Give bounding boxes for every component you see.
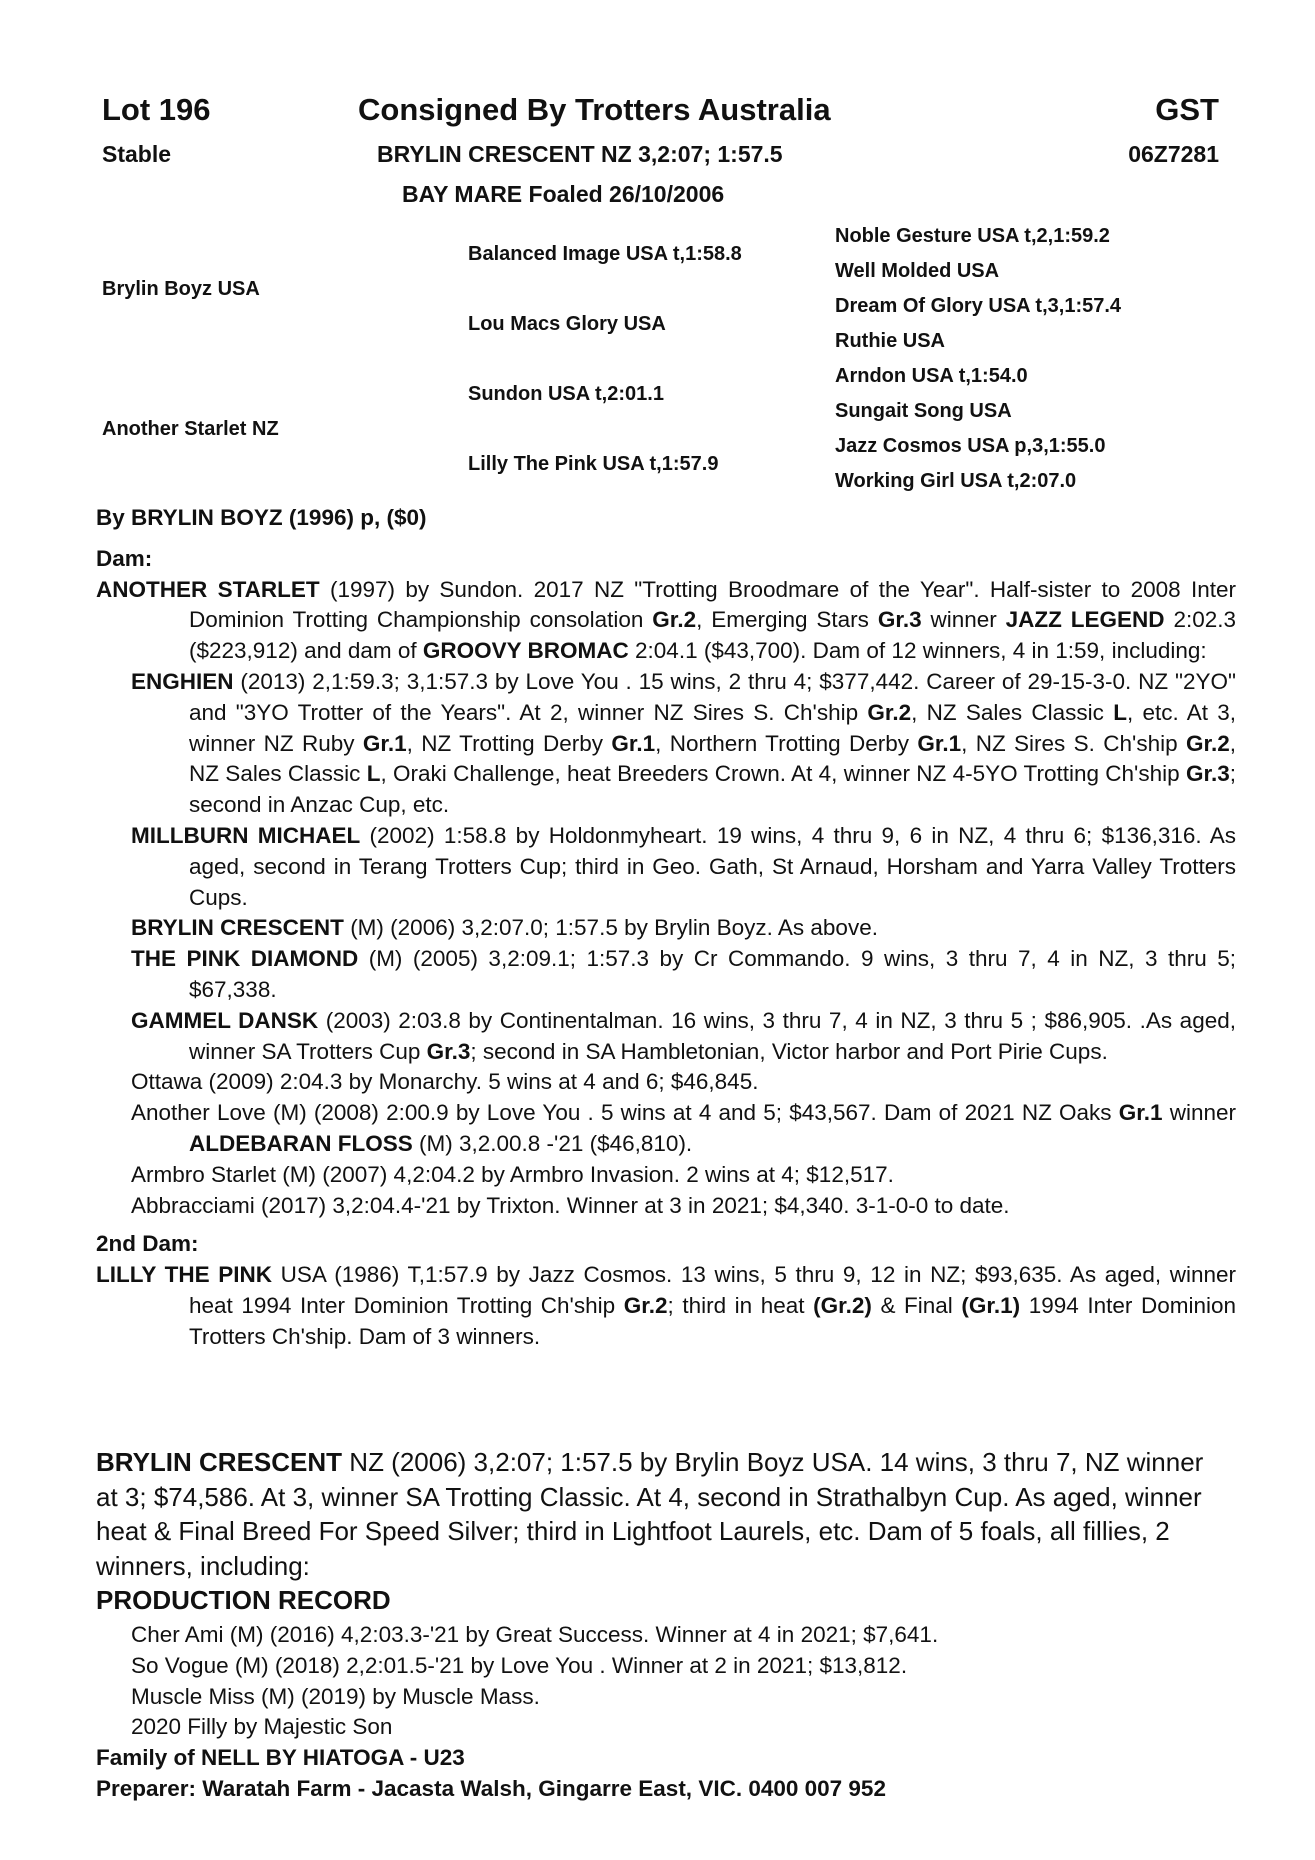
pedigree-gen3: Dream Of Glory USA t,3,1:57.4 [835, 295, 1122, 317]
foaled-line: BAY MARE Foaled 26/10/2006 [402, 181, 725, 207]
pedigree-gen3: Ruthie USA [835, 330, 945, 352]
pedigree-gen3: Noble Gesture USA t,2,1:59.2 [835, 225, 1110, 247]
sire-line: By BRYLIN BOYZ (1996) p, ($0) [96, 505, 427, 530]
pedigree-gen2: Sundon USA t,2:01.1 [468, 383, 664, 405]
progeny-enghien: ENGHIEN (2013) 2,1:59.3; 3,1:57.3 by Love You . 15 wins, 2 thru 4; $377,442. Career of 29-15-3-0. NZ "2YO" and "3YO Trotter of the Years". At 2, winner NZ Sires S. Ch'ship Gr.2, NZ Sales Classic L, etc. At 3, winner NZ Ruby Gr.1, NZ Trotting Derby Gr.1, Northern Trotting Derby Gr.1, NZ Sires S. Ch'ship Gr.2, NZ Sales Classic L, Oraki Challenge, heat Breeders Crown. At 4, winner NZ 4-5YO Trotting Ch'ship Gr.3; second in Anzac Cup, etc. [131, 668, 1237, 818]
preparer-line: Preparer: Waratah Farm - Jacasta Walsh, Gingarre East, VIC. 0400 007 952 [96, 1775, 886, 1801]
progeny-another-love: Another Love (M) (2008) 2:00.9 by Love You . 5 wins at 4 and 5; $43,567. Dam of 2021 NZ Oaks Gr.1 winner ALDEBARAN FLOSS (M) 3,2.00.8 -'21 ($46,810). [131, 1100, 1236, 1156]
progeny-abbracciami: Abbracciami (2017) 3,2:04.4-'21 by Trixton. Winner at 3 in 2021; $4,340. 3-1-0-0 to date. [131, 1192, 1010, 1218]
pedigree-gen3: Working Girl USA t,2:07.0 [835, 470, 1077, 492]
second-dam-heading: 2nd Dam: [96, 1231, 199, 1257]
dam-record [96, 503, 1236, 1353]
progeny-millburn-michael: MILLBURN MICHAEL (2002) 1:58.8 by Holdonmyheart. 19 wins, 4 thru 9, 6 in NZ, 4 thru 6; $136,316. As aged, second in Terang Trotters Cup; third in Geo. Gath, St Arnaud, Horsham and Yarra Valley Trotters Cups. [131, 822, 1236, 910]
pedigree-dam: Another Starlet NZ [102, 418, 279, 440]
summary-paragraph: BRYLIN CRESCENT NZ (2006) 3,2:07; 1:57.5 by Brylin Boyz USA. 14 wins, 3 thru 7, NZ winner at 3; $74,586. At 3, winner SA Trotting Classic. At 4, second in Strathalbyn Cup. As aged, winner heat & Final Breed For Speed Silver; third in Lightfoot Laurels, etc. Dam of 5 foals, all fillies, 2 winners, including: [96, 1447, 1204, 1581]
production-item: Muscle Miss (M) (2019) by Muscle Mass. [131, 1683, 540, 1709]
pedigree-gen3: Well Molded USA [835, 260, 1000, 282]
gst-label: GST [1155, 92, 1219, 127]
pedigree-gen3: Sungait Song USA [835, 400, 1012, 422]
progeny-brylin-crescent: BRYLIN CRESCENT (M) (2006) 3,2:07.0; 1:57.5 by Brylin Boyz. As above. [131, 915, 878, 941]
dam-heading: Dam: [96, 545, 153, 571]
progeny-armbro-starlet: Armbro Starlet (M) (2007) 4,2:04.2 by Armbro Invasion. 2 wins at 4; $12,517. [131, 1161, 894, 1187]
summary-section [96, 1445, 1211, 1618]
pedigree-gen2: Lou Macs Glory USA [468, 313, 666, 335]
pedigree-gen2: Balanced Image USA t,1:58.8 [468, 243, 742, 265]
production-record [96, 1620, 1236, 1805]
progeny-ottawa: Ottawa (2009) 2:04.3 by Monarchy. 5 wins at 4 and 6; $46,845. [131, 1069, 759, 1095]
lot-number: Lot 196 [102, 92, 211, 127]
production-item: 2020 Filly by Majestic Son [131, 1714, 393, 1740]
horse-title: BRYLIN CRESCENT NZ 3,2:07; 1:57.5 [377, 141, 783, 167]
second-dam-paragraph: LILLY THE PINK USA (1986) T,1:57.9 by Jazz Cosmos. 13 wins, 5 thru 9, 12 in NZ; $93,635. As aged, winner heat 1994 Inter Dominion Trotting Ch'ship Gr.2; third in heat (Gr.2) & Final (Gr.1) 1994 Inter Dominion Trotters Ch'ship. Dam of 3 winners. [96, 1262, 1237, 1349]
pedigree-gen3: Jazz Cosmos USA p,3,1:55.0 [835, 435, 1106, 457]
production-item: Cher Ami (M) (2016) 4,2:03.3-'21 by Great Success. Winner at 4 in 2021; $7,641. [131, 1622, 939, 1647]
production-title: PRODUCTION RECORD [96, 1585, 391, 1615]
stable-label: Stable [102, 141, 172, 167]
progeny-pink-diamond: THE PINK DIAMOND (M) (2005) 3,2:09.1; 1:57.3 by Cr Commando. 9 wins, 3 thru 7, 4 in NZ, 3 thru 5; $67,338. [131, 946, 1236, 1002]
dam-main-paragraph: ANOTHER STARLET (1997) by Sundon. 2017 NZ "Trotting Broodmare of the Year". Half-sister to 2008 Inter Dominion Trotting Championship consolation Gr.2, Emerging Stars Gr.3 winner JAZZ LEGEND 2:02.3 ($223,912) and dam of GROOVY BROMAC 2:04.1 ($43,700). Dam of 12 winners, 4 in 1:59, including: [96, 576, 1237, 664]
consignor: Consigned By Trotters Australia [358, 92, 831, 127]
pedigree-gen3: Arndon USA t,1:54.0 [835, 365, 1028, 387]
horse-code: 06Z7281 [1128, 141, 1219, 167]
progeny-gammel-dansk: GAMMEL DANSK (2003) 2:03.8 by Continentalman. 16 wins, 3 thru 7, 4 in NZ, 3 thru 5 ; $86,905. .As aged, winner SA Trotters Cup Gr.3; second in SA Hambletonian, Victor harbor and Port Pirie Cups. [131, 1007, 1236, 1064]
family-line: Family of NELL BY HIATOGA - U23 [96, 1745, 465, 1771]
pedigree-gen2: Lilly The Pink USA t,1:57.9 [468, 453, 719, 475]
pedigree-sire: Brylin Boyz USA [102, 278, 260, 300]
production-item: So Vogue (M) (2018) 2,2:01.5-'21 by Love You . Winner at 2 in 2021; $13,812. [131, 1652, 908, 1678]
